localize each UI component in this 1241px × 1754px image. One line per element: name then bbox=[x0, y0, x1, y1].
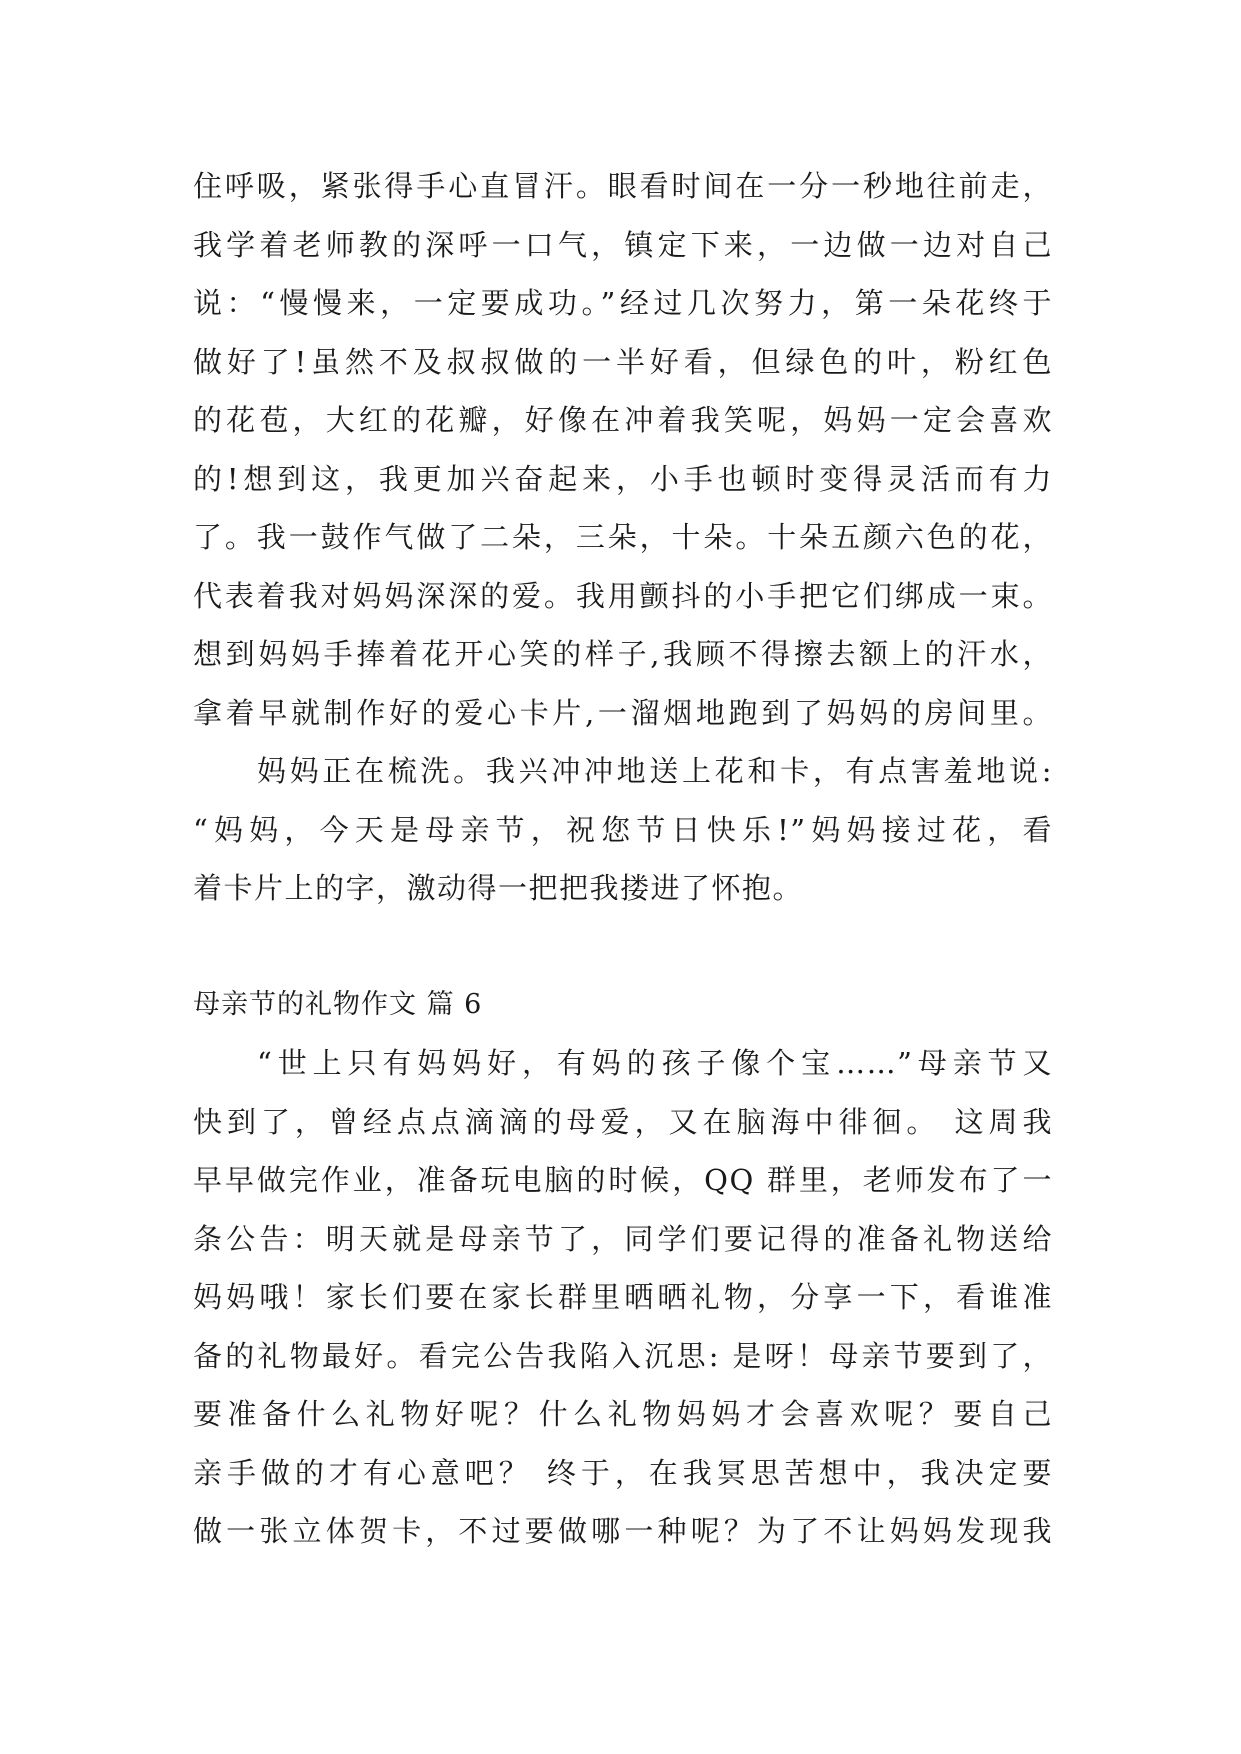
text-line: 快到了，曾经点点滴滴的母爱，又在脑海中徘徊。 这周我 bbox=[193, 1104, 1053, 1139]
text-line: 我学着老师教的深呼一口气，镇定下来，一边做一边对自己 bbox=[193, 227, 1053, 262]
text-line: 住呼吸，紧张得手心直冒汗。眼看时间在一分一秒地往前走， bbox=[193, 169, 1053, 203]
text-line: 做一张立体贺卡，不过要做哪一种呢？为了不让妈妈发现我 bbox=[193, 1514, 1053, 1548]
text-line: 要准备什么礼物好呢？什么礼物妈妈才会喜欢呢？要自己 bbox=[193, 1397, 1053, 1431]
paragraph-3 bbox=[193, 1034, 1053, 1561]
text-line: 做好了!虽然不及叔叔做的一半好看，但绿色的叶，粉红色 bbox=[193, 344, 1053, 379]
text-line: 拿着早就制作好的爱心卡片,一溜烟地跑到了妈妈的房间里。 bbox=[193, 695, 1053, 730]
text-line: 亲手做的才有心意吧？ 终于，在我冥思苦想中，我决定要 bbox=[193, 1455, 1053, 1490]
text-line: 备的礼物最好。看完公告我陷入沉思: 是呀！母亲节要到了， bbox=[193, 1338, 1053, 1373]
paragraph-2 bbox=[193, 742, 1053, 918]
text-line: 妈妈正在梳洗。我兴冲冲地送上花和卡，有点害羞地说: bbox=[257, 754, 1053, 788]
text-line: 了。我一鼓作气做了二朵，三朵，十朵。十朵五颜六色的花， bbox=[193, 520, 1053, 554]
text-line: 说：“慢慢来，一定要成功。”经过几次努力，第一朵花终于 bbox=[193, 286, 1053, 320]
text-line: 的花苞，大红的花瓣，好像在冲着我笑呢，妈妈一定会喜欢 bbox=[193, 403, 1053, 437]
text-line: 的!想到这，我更加兴奋起来，小手也顿时变得灵活而有力 bbox=[193, 461, 1053, 496]
text-line: 妈妈哦！家长们要在家长群里晒晒礼物，分享一下，看谁准 bbox=[193, 1280, 1053, 1314]
text-line: 早早做完作业，准备玩电脑的时候，QQ 群里，老师发布了一 bbox=[193, 1163, 1053, 1197]
text-line: 着卡片上的字，激动得一把把我搂进了怀抱。 bbox=[193, 871, 804, 905]
section-heading: 母亲节的礼物作文 篇 6 bbox=[193, 989, 483, 1020]
text-line: “世上只有妈妈好，有妈的孩子像个宝……”母亲节又 bbox=[257, 1046, 1053, 1080]
text-line: “妈妈，今天是母亲节，祝您节日快乐!”妈妈接过花，看 bbox=[193, 812, 1053, 847]
text-line: 代表着我对妈妈深深的爱。我用颤抖的小手把它们绑成一束。 bbox=[193, 578, 1053, 613]
text-line: 想到妈妈手捧着花开心笑的样子,我顾不得擦去额上的汗水， bbox=[193, 637, 1053, 671]
text-line: 条公告：明天就是母亲节了，同学们要记得的准备礼物送给 bbox=[193, 1221, 1053, 1256]
paragraph-1 bbox=[193, 157, 1053, 742]
